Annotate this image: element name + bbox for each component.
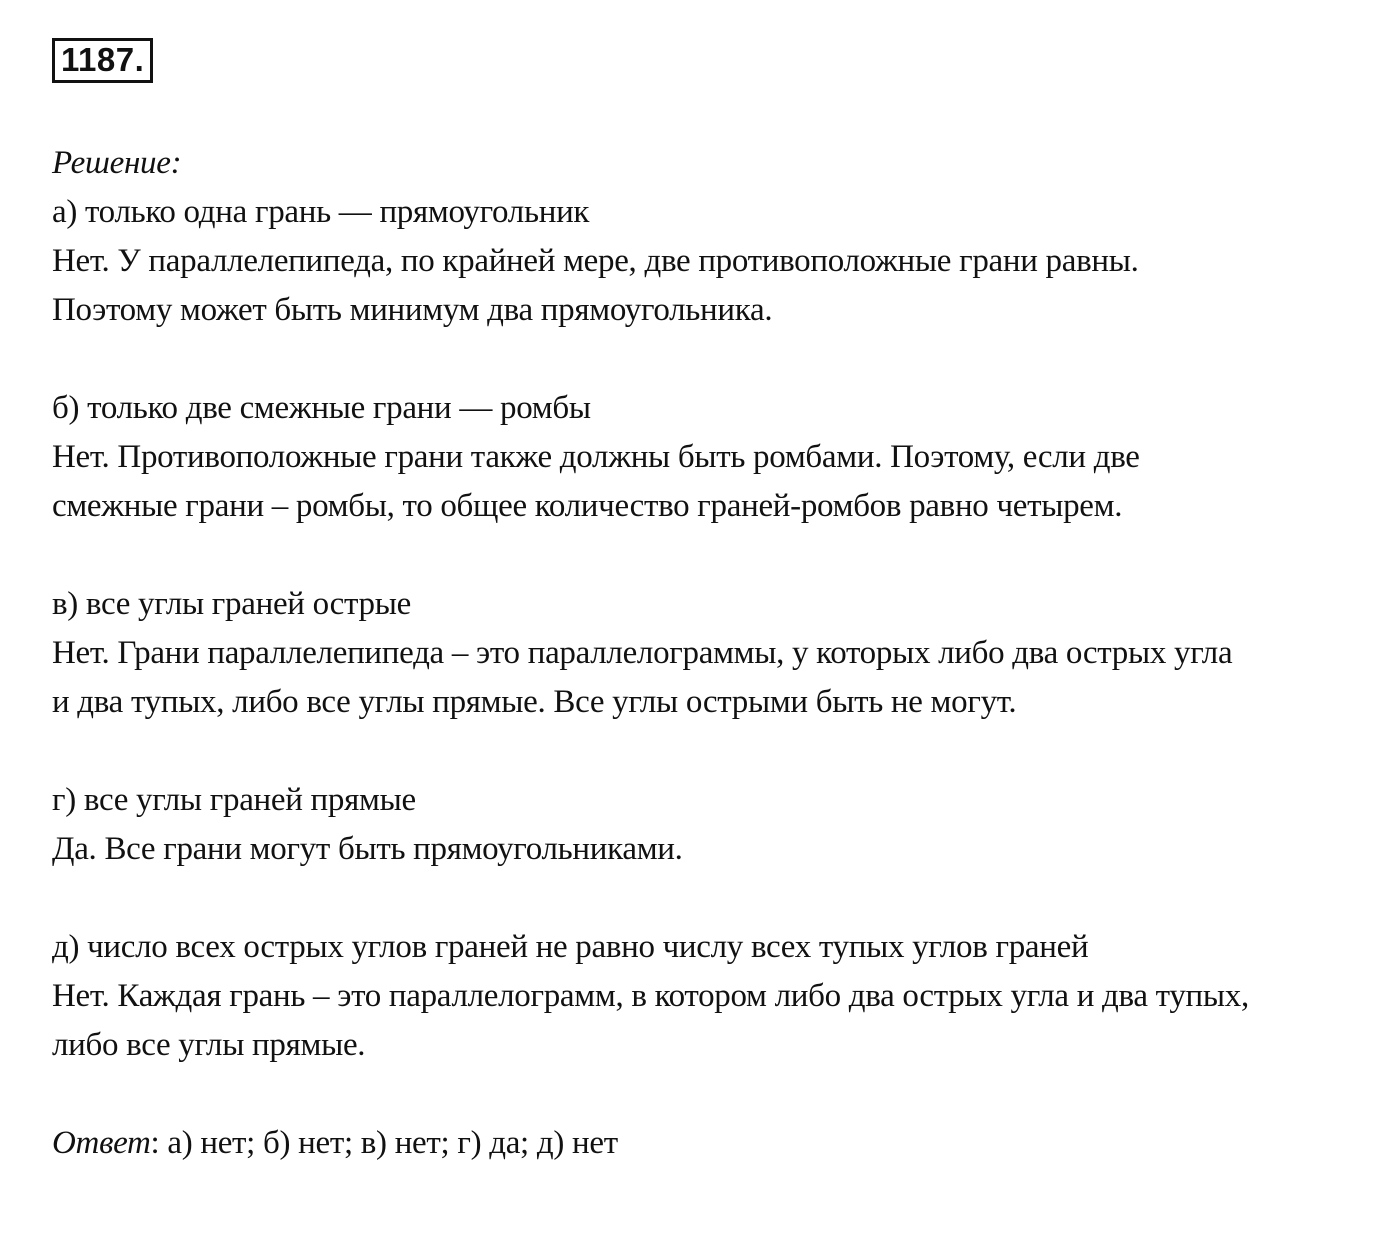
paragraph-gap — [52, 335, 1384, 384]
document-page — [52, 38, 1384, 1234]
solution-body — [52, 139, 1384, 1168]
final-answer-label: Ответ — [52, 1125, 151, 1161]
part-b-question: б) только две смежные грани — ромбы — [52, 390, 591, 426]
part-v-answer-line-2: и два тупых, либо все углы прямые. Все углы острыми быть не могут. — [52, 684, 1017, 720]
paragraph-gap — [52, 1070, 1384, 1119]
part-v-question: в) все углы граней острые — [52, 586, 411, 622]
part-b-answer-line-1: Нет. Противоположные грани также должны быть ромбами. Поэтому, если две — [52, 439, 1140, 475]
part-a-answer-line-2: Поэтому может быть минимум два прямоугольника. — [52, 292, 773, 328]
part-a-question: а) только одна грань — прямоугольник — [52, 194, 590, 230]
part-d-answer-line-2: либо все углы прямые. — [52, 1027, 366, 1063]
final-answer — [52, 1119, 1384, 1168]
solution-heading: Решение: — [52, 145, 182, 181]
part-d-question: д) число всех острых углов граней не равно числу всех тупых углов граней — [52, 929, 1089, 965]
part-v-answer-line-1: Нет. Грани параллелепипеда – это параллелограммы, у которых либо два острых угла — [52, 635, 1233, 671]
paragraph-gap — [52, 727, 1384, 776]
part-b-answer-line-2: смежные грани – ромбы, то общее количество граней-ромбов равно четырем. — [52, 488, 1123, 524]
part-a-answer-line-1: Нет. У параллелепипеда, по крайней мере, две противоположные грани равны. — [52, 243, 1139, 279]
final-answer-text: : а) нет; б) нет; в) нет; г) да; д) нет — [150, 1125, 618, 1161]
part-d-answer-line-1: Нет. Каждая грань – это параллелограмм, в котором либо два острых угла и два тупых, — [52, 978, 1249, 1014]
paragraph-gap — [52, 874, 1384, 923]
part-g-answer-line-1: Да. Все грани могут быть прямоугольниками. — [52, 831, 683, 867]
part-g-question: г) все углы граней прямые — [52, 782, 416, 818]
problem-number: 1187. — [52, 38, 153, 83]
paragraph-gap — [52, 531, 1384, 580]
